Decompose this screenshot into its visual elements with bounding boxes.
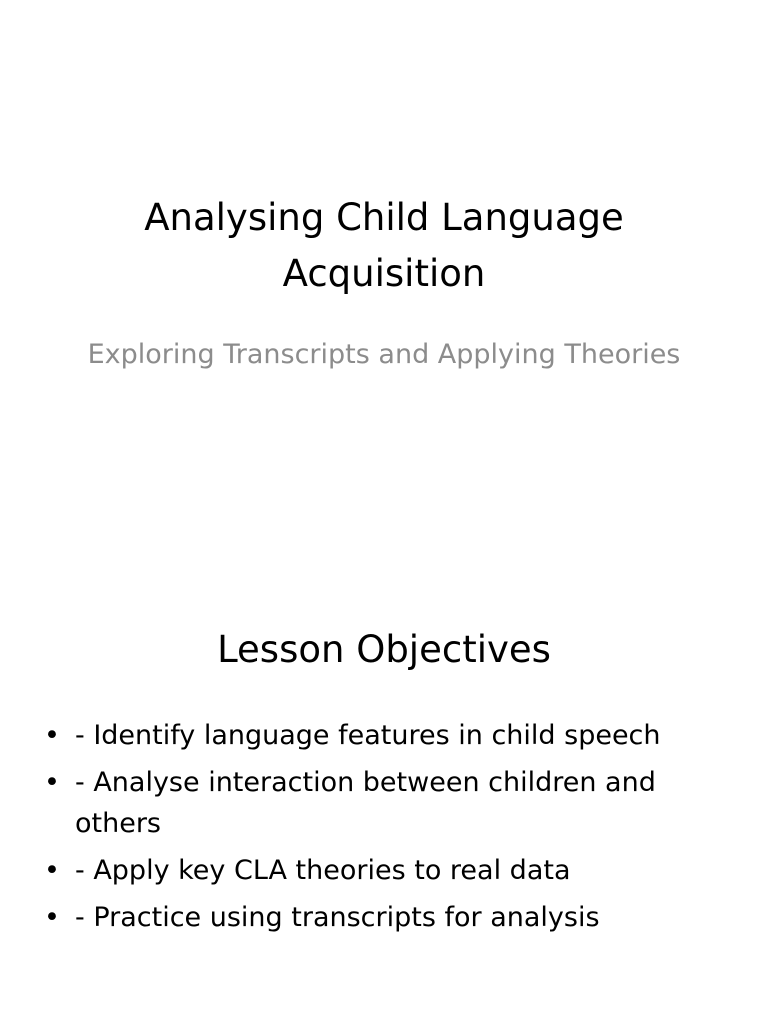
bullet-icon: • xyxy=(44,720,60,751)
list-item xyxy=(40,715,728,756)
objectives-slide xyxy=(0,560,768,1024)
list-item-text: - Analyse interaction between children and others xyxy=(75,767,656,839)
bullet-icon: • xyxy=(44,902,60,933)
list-item xyxy=(40,850,728,891)
list-item-text: - Identify language features in child speech xyxy=(75,720,661,751)
presentation-title: Analysing Child Language Acquisition xyxy=(144,196,624,295)
list-item-text: - Practice using transcripts for analysis xyxy=(75,902,600,933)
list-item xyxy=(40,897,728,938)
bullet-icon: • xyxy=(44,767,60,798)
objectives-list xyxy=(40,715,728,944)
presentation-subtitle: Exploring Transcripts and Applying Theories xyxy=(87,339,681,370)
slide-title: Lesson Objectives xyxy=(217,628,551,671)
bullet-icon: • xyxy=(44,855,60,886)
list-item xyxy=(40,762,728,844)
list-item-text: - Apply key CLA theories to real data xyxy=(75,855,571,886)
